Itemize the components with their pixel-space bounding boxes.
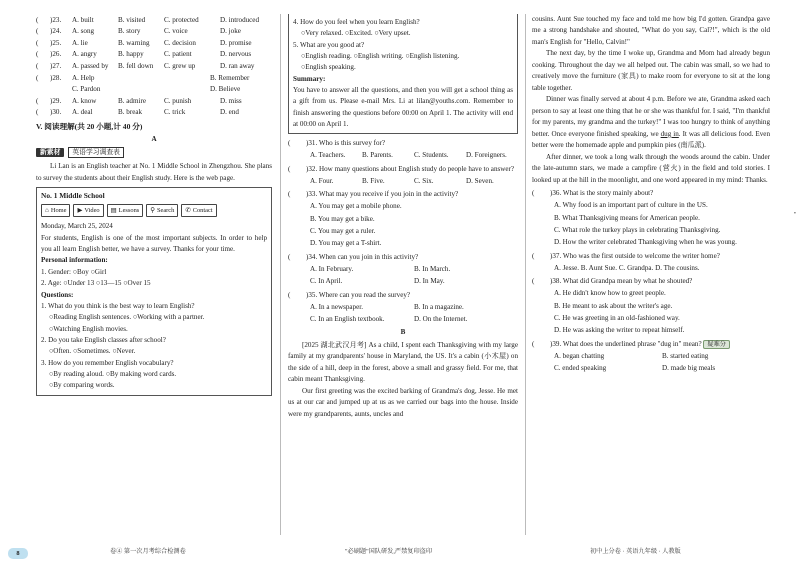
- option[interactable]: B. break: [118, 108, 143, 117]
- option[interactable]: A. Teachers.: [310, 151, 346, 160]
- cloze-row: [36, 37, 272, 49]
- nav-home[interactable]: [41, 204, 70, 217]
- personal-info-title: Personal information:: [41, 256, 108, 265]
- question-number: )24.: [50, 27, 62, 36]
- option[interactable]: D. promise: [220, 38, 252, 47]
- option[interactable]: A. know: [72, 96, 97, 105]
- questions-31-35: [288, 138, 518, 325]
- survey-tag: 英语学习调查表: [68, 147, 124, 159]
- section5-title: V. 阅读理解(共 20 小题,计 40 分): [36, 122, 143, 132]
- cloze-row: [36, 107, 272, 119]
- passage-b-p4: The next day, by the time I woke up, Grandma and Mom had already begun cooking. Throughout the day we all helped out. The cabin was small, so we had to creatively move the furniture (家具) to make room for everyone to sit at the long table together.: [532, 49, 770, 92]
- option[interactable]: D. joke: [220, 27, 241, 36]
- question: [532, 251, 770, 262]
- nav-video-label: Video: [84, 207, 100, 215]
- option[interactable]: C. You may get a ruler.: [310, 227, 376, 236]
- option[interactable]: D. Seven.: [466, 176, 494, 185]
- question: [532, 276, 770, 287]
- summary-text: You have to answer all the questions, and then you will get a school thing as a gift from us. Please e-mail Mrs. Li at lilan@youths.com. Remember to finish answering the questions before 00:00 on April 1. The activity will end at 00:00 on April 1.: [293, 86, 513, 129]
- options: [288, 149, 518, 161]
- new-material-tag: 新素材: [36, 148, 64, 158]
- option[interactable]: B. Five.: [362, 176, 385, 185]
- survey-q5-options-2[interactable]: ○English speaking.: [301, 63, 356, 72]
- answer-blank[interactable]: (: [532, 189, 535, 198]
- survey-q2: 2. Do you take English classes after school?: [41, 335, 166, 344]
- gender-field[interactable]: 1. Gender: ○Boy ○Girl: [41, 267, 107, 276]
- option[interactable]: D. ran away: [220, 62, 255, 71]
- option[interactable]: A. deal: [72, 108, 93, 117]
- left-column: [36, 14, 272, 396]
- option[interactable]: D. end: [220, 108, 239, 117]
- answer-blank[interactable]: (: [36, 73, 39, 82]
- question-number: )26.: [50, 50, 62, 59]
- option[interactable]: B. story: [118, 27, 141, 36]
- passage-b-p1: [2025 湖北武汉月考] As a child, I spent each Thanksgiving with my large family at my grandparents' house in Maryland, the US. It's a cabin (小木屋) on the side of a hill, deep in the forest, above a small and grassy field. For me, that cabin meant Thanksgiving.: [288, 340, 518, 384]
- question: [288, 252, 518, 263]
- option[interactable]: C. decision: [164, 38, 196, 47]
- nav-search[interactable]: [146, 204, 178, 217]
- option[interactable]: B. In a magazine.: [414, 302, 464, 311]
- video-icon: ▶: [77, 207, 83, 215]
- answer-blank[interactable]: (: [288, 164, 291, 173]
- question-number: )29.: [50, 96, 62, 105]
- option[interactable]: A. lie: [72, 38, 88, 47]
- right-column: [532, 14, 770, 375]
- option[interactable]: D. miss: [220, 96, 242, 105]
- side-mark: •: [793, 211, 796, 217]
- question-text: )32. How many questions about English study do people have to answer?: [306, 164, 515, 173]
- questions-36-38: [532, 188, 770, 337]
- question-text: )31. Who is this survey for?: [306, 139, 386, 148]
- passage-b-p3: cousins. Aunt Sue touched my face and told me how big I'd gotten. Grandpa gave me a strong handshake and shouted, "What do you say, Cal?!", which is the old man's English for "Hello, Calvin!": [532, 15, 770, 46]
- option[interactable]: C. ended speaking: [554, 364, 607, 373]
- questions-title: Questions:: [41, 290, 74, 299]
- question-text: )34. When can you join in this activity?: [306, 252, 419, 261]
- cloze-row: [36, 26, 272, 38]
- question-text: )35. Where can you read the survey?: [306, 290, 411, 299]
- footer-left: 卷④ 第一次月考综合检测卷: [110, 548, 186, 556]
- question-text: )36. What is the story mainly about?: [550, 189, 654, 198]
- option[interactable]: B. Remember: [210, 73, 250, 82]
- options: [288, 301, 518, 326]
- option[interactable]: D. On the Internet.: [414, 315, 468, 324]
- book-icon: ▤: [110, 207, 117, 215]
- cloze-row: [36, 72, 272, 84]
- options: [288, 263, 518, 288]
- passage-b-p5: Dinner was finally served at about 4 p.m. Before we ate, Grandma asked each person to say at least one thing that he or she was thankful for. I said, "I'm thankful for my parents, my grandma and the turkey!" I was too hungry to think of anything better. Once everyone finished speaking, we dug in. It was all delicious food. Even better were the homemade apple and pumpkin pies (南瓜派).: [532, 95, 770, 150]
- option[interactable]: A. passed by: [72, 62, 109, 71]
- option[interactable]: A. began chatting: [554, 351, 605, 360]
- answer-blank[interactable]: (: [288, 190, 291, 199]
- survey-q1: 1. What do you think is the best way to learn English?: [41, 301, 195, 310]
- option[interactable]: B. warning: [118, 38, 150, 47]
- nav-video[interactable]: [73, 204, 103, 217]
- option[interactable]: C. voice: [164, 27, 188, 36]
- option[interactable]: C. What role the turkey plays in celebrating Thanksgiving.: [554, 226, 721, 235]
- question-text: )33. What may you receive if you join in the activity?: [306, 190, 459, 199]
- option[interactable]: D. Believe: [210, 85, 241, 94]
- question-number: )28.: [50, 73, 62, 82]
- survey-q4-options[interactable]: ○Very relaxed. ○Excited. ○Very upset.: [301, 29, 411, 38]
- survey-q2-options[interactable]: ○Often. ○Sometimes. ○Never.: [49, 347, 136, 356]
- option[interactable]: C. Pardon: [72, 85, 101, 94]
- option[interactable]: B. Parents.: [362, 151, 393, 160]
- answer-blank[interactable]: (: [288, 252, 291, 261]
- option[interactable]: A. song: [72, 27, 95, 36]
- contact-icon: ✆: [185, 207, 191, 215]
- option[interactable]: C. In an English textbook.: [310, 315, 385, 324]
- material-tags: [36, 147, 272, 159]
- answer-blank[interactable]: (: [36, 15, 39, 24]
- option[interactable]: D. How the writer celebrated Thanksgiving when he was young.: [554, 238, 737, 247]
- option[interactable]: B. happy: [118, 50, 144, 59]
- passage-b-p6: After dinner, we took a long walk through the woods around the cabin. Under the late-autumn stars, we made a campfire (营火) in the field and told stories. I looked up at the hill in the moonlight, and one word appeared in my mind: Thanks.: [532, 152, 770, 184]
- web-date: Monday, March 25, 2024: [41, 222, 113, 231]
- answer-blank[interactable]: (: [36, 62, 39, 71]
- question-text: )38. What did Grandpa mean by what he shouted?: [550, 277, 693, 286]
- options: [532, 287, 770, 337]
- option[interactable]: D. You may get a T-shirt.: [310, 239, 382, 248]
- option[interactable]: A. Four.: [310, 176, 334, 185]
- answer-blank[interactable]: (: [532, 277, 535, 286]
- option[interactable]: C. punish: [164, 96, 192, 105]
- nav-contact-label: Contact: [192, 207, 213, 215]
- option[interactable]: B. He meant to ask about the writer's age.: [554, 301, 673, 310]
- question-number: )27.: [50, 62, 62, 71]
- option[interactable]: A. In a newspaper.: [310, 302, 363, 311]
- option[interactable]: C. protected: [164, 15, 199, 24]
- question-text: )37. Who was the first outside to welcome the writer home?: [550, 251, 720, 260]
- nav-lessons-label: Lessons: [118, 207, 140, 215]
- option[interactable]: C. Six.: [414, 176, 434, 185]
- option[interactable]: C. Students.: [414, 151, 449, 160]
- question-39-text: )39. What does the underlined phrase "dug in" mean?: [550, 339, 702, 348]
- survey-q5: 5. What are you good at?: [293, 40, 365, 49]
- cloze-options: [36, 14, 272, 118]
- survey-webpage-continued: [288, 14, 518, 134]
- option[interactable]: B. admire: [118, 96, 146, 105]
- nav-lessons[interactable]: [107, 204, 144, 217]
- options: [288, 200, 518, 250]
- option[interactable]: B. What Thanksgiving means for American people.: [554, 213, 700, 222]
- option[interactable]: A. Jesse. B. Aunt Sue. C. Grandpa. D. The cousins.: [554, 263, 700, 272]
- option[interactable]: A. built: [72, 15, 94, 24]
- survey-q4: 4. How do you feel when you learn English?: [293, 18, 420, 26]
- home-icon: ⌂: [45, 207, 49, 215]
- cloze-row: [36, 14, 272, 26]
- option[interactable]: D. made big meals: [662, 364, 716, 373]
- option[interactable]: A. You may get a mobile phone.: [310, 202, 402, 211]
- passage-a-intro: Li Lan is an English teacher at No. 1 Middle School in Zhengzhou. She plans to survey the students about their English study. Here is the web page.: [36, 162, 272, 182]
- cloze-row: [36, 60, 272, 72]
- option[interactable]: C. He was greeting in an old-fashioned way.: [554, 314, 680, 323]
- option[interactable]: A. Why food is an important part of culture in the US.: [554, 201, 708, 210]
- option[interactable]: A. In February.: [310, 264, 354, 273]
- question-number: )23.: [50, 15, 62, 24]
- nav-contact[interactable]: [181, 204, 216, 217]
- option[interactable]: D. In May.: [414, 277, 445, 286]
- option[interactable]: C. grew up: [164, 62, 196, 71]
- answer-blank[interactable]: (: [288, 290, 291, 299]
- question-number: )30.: [50, 108, 62, 117]
- option[interactable]: A. He didn't know how to greet people.: [554, 289, 666, 298]
- age-field[interactable]: 2. Age: ○Under 13 ○13—15 ○Over 15: [41, 279, 151, 288]
- cloze-row: [36, 84, 272, 96]
- web-intro: For students, English is one of the most important subjects. In order to help you all learn English better, we have a survey. Thanks for your time.: [41, 233, 267, 254]
- survey-q1-options[interactable]: ○Reading English sentences. ○Working with a partner.: [49, 313, 205, 322]
- option[interactable]: B. In March.: [414, 264, 451, 273]
- options: [532, 199, 770, 249]
- question: [288, 138, 518, 149]
- part-b-label: B: [400, 328, 406, 337]
- summary-title: Summary:: [293, 74, 326, 83]
- answer-blank[interactable]: (: [36, 50, 39, 59]
- answer-blank[interactable]: (: [36, 38, 39, 47]
- option[interactable]: D. nervous: [220, 50, 252, 59]
- nav-home-label: Home: [50, 207, 67, 215]
- option[interactable]: D. He was asking the writer to repeat himself.: [554, 326, 685, 335]
- question: [288, 189, 518, 200]
- page-number: 8: [8, 548, 28, 559]
- option[interactable]: C. trick: [164, 108, 186, 117]
- middle-column: [288, 14, 518, 420]
- question-number: )25.: [50, 38, 62, 47]
- survey-q3-options[interactable]: ○By reading aloud. ○By making word cards.: [49, 369, 177, 378]
- footer-right: 初中上分卷 · 英语九年级 · 人教版: [590, 548, 681, 556]
- option[interactable]: A. Help: [72, 73, 95, 82]
- cloze-row: [36, 49, 272, 61]
- question-39-options: [532, 350, 770, 375]
- footer-middle: "必刷题"国队研发,严禁复印盗印: [345, 548, 433, 556]
- options: [288, 175, 518, 187]
- answer-blank[interactable]: (: [36, 27, 39, 36]
- option[interactable]: D. Foreigners.: [466, 151, 507, 160]
- answer-blank[interactable]: (: [532, 251, 535, 260]
- underlined-phrase: dug in: [660, 129, 679, 138]
- survey-webpage: [36, 187, 272, 395]
- option[interactable]: B. You may get a bike.: [310, 214, 375, 223]
- survey-q5-options[interactable]: ○English reading. ○English writing. ○English listening.: [301, 52, 460, 61]
- option[interactable]: A. angry: [72, 50, 97, 59]
- survey-q1-options-2[interactable]: ○Watching English movies.: [49, 324, 128, 333]
- option[interactable]: B. started eating: [662, 351, 709, 360]
- question: [288, 164, 518, 175]
- survey-q3: 3. How do you remember English vocabulary?: [41, 358, 174, 367]
- option[interactable]: C. In April.: [310, 277, 343, 286]
- search-icon: ⚲: [150, 207, 155, 215]
- answer-blank[interactable]: (: [36, 108, 39, 117]
- part-a-label: A: [151, 135, 157, 144]
- option[interactable]: B. visited: [118, 15, 146, 24]
- answer-blank[interactable]: (: [36, 96, 39, 105]
- question-39: [532, 339, 770, 350]
- question: [288, 290, 518, 301]
- survey-q3-options-2[interactable]: ○By comparing words.: [49, 381, 115, 390]
- difficulty-badge: 疑难分: [703, 340, 730, 349]
- options: [532, 262, 770, 274]
- question: [532, 188, 770, 199]
- option[interactable]: C. patient: [164, 50, 192, 59]
- nav-search-label: Search: [156, 207, 175, 215]
- option[interactable]: D. introduced: [220, 15, 260, 24]
- web-nav: [41, 204, 267, 217]
- option[interactable]: B. fell down: [118, 62, 154, 71]
- answer-blank[interactable]: (: [288, 139, 291, 148]
- answer-blank[interactable]: (: [532, 339, 535, 348]
- passage-b-p2: Our first greeting was the excited barking of Grandma's dog, Jesse. He met us at our car and jumped up at us as we carried our bags into the house. Inside were my grandparents, aunts, uncles and: [288, 386, 518, 418]
- school-name: No. 1 Middle School: [41, 191, 105, 201]
- cloze-row: [36, 95, 272, 107]
